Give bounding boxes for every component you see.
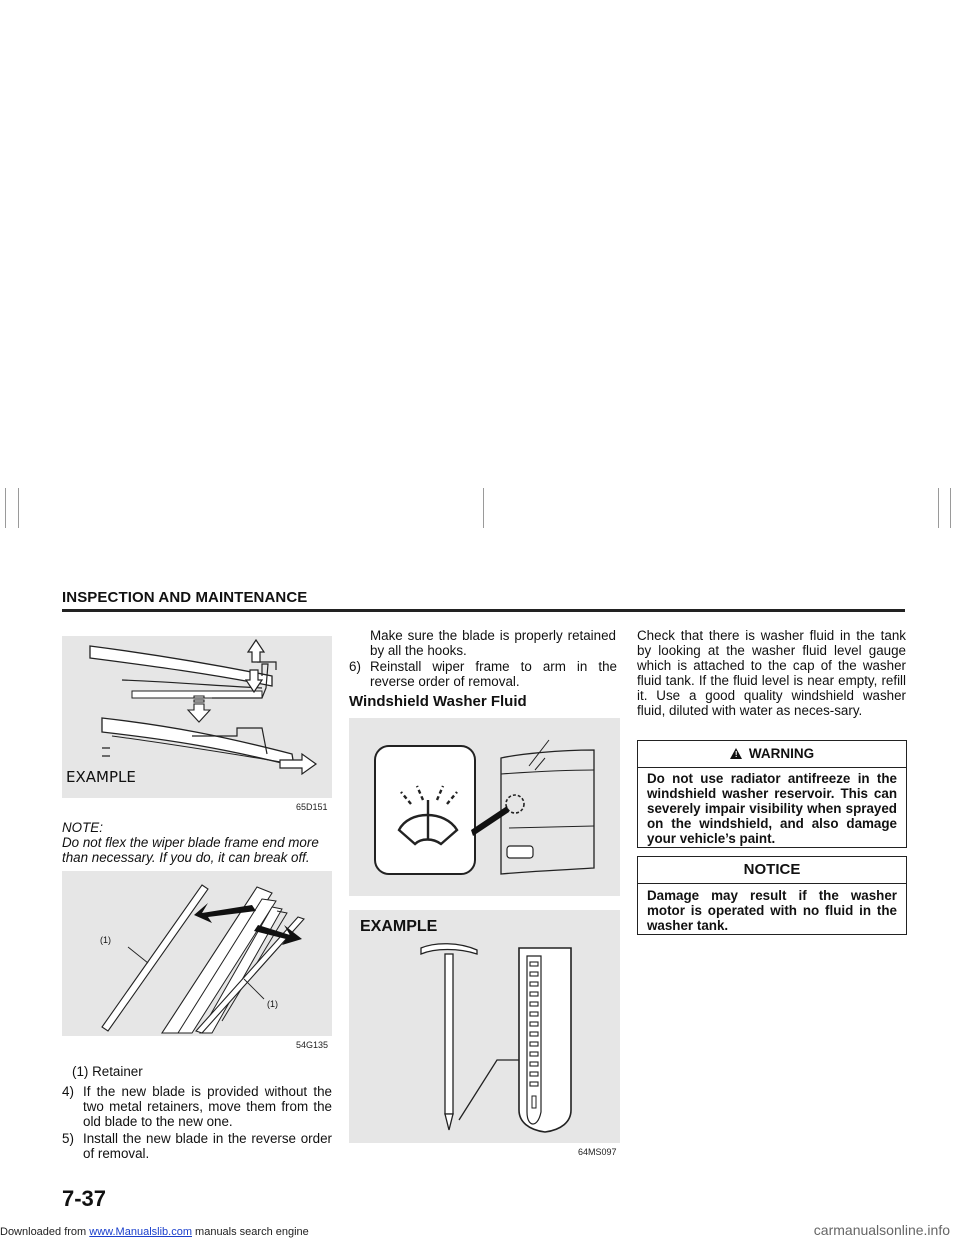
manualslib-link[interactable]: www.Manualslib.com — [89, 1226, 192, 1238]
note-label: NOTE: — [62, 820, 103, 835]
crop-mark-left-inner — [18, 488, 19, 528]
step-number: 5) — [62, 1131, 74, 1146]
footer-prefix: Downloaded from — [0, 1226, 90, 1238]
callout-retainer-upper: (1) — [100, 935, 111, 945]
step-6 — [349, 659, 617, 691]
warning-header — [638, 741, 906, 768]
watermark: carmanualsonline.info — [813, 1222, 950, 1238]
step-5 — [62, 1131, 332, 1163]
figure-fluid-level-gauge — [349, 910, 620, 1143]
notice-body: Damage may result if the washer motor is operated with no fluid in the washer tank. — [647, 888, 897, 933]
step-text: Install the new blade in the reverse order of removal. — [83, 1131, 332, 1161]
step-4 — [62, 1084, 332, 1130]
continued-text: Make sure the blade is properly retained by all the hooks. — [370, 628, 616, 658]
crop-mark-right-inner — [938, 488, 939, 528]
crop-mark-center — [483, 488, 484, 528]
section-header-title: INSPECTION AND MAINTENANCE — [62, 589, 308, 606]
figure-code-64ms097: 64MS097 — [578, 1147, 617, 1157]
figure-code-54g135: 54G135 — [296, 1040, 329, 1050]
step-text: If the new blade is provided without the two metal retainers, move them from the old blade to the new one. — [83, 1084, 332, 1129]
warning-title: WARNING — [748, 746, 815, 761]
warning-icon: ! — [730, 748, 742, 759]
step-text: Reinstall wiper frame to arm in the reverse order of removal. — [370, 659, 617, 689]
figure-washer-reservoir — [349, 718, 620, 896]
legend-retainer: (1) Retainer — [72, 1064, 143, 1079]
notice-header: NOTICE — [638, 857, 906, 884]
figure-wiper-blade-removal — [62, 636, 332, 798]
callout-retainer-lower: (1) — [267, 999, 278, 1009]
notice-box — [637, 856, 907, 935]
crop-mark-left — [5, 488, 6, 528]
page-number: 7-37 — [62, 1186, 107, 1211]
warning-body: Do not use radiator antifreeze in the windshield washer reservoir. This can severely impair visibility when sprayed on the windshield, and also damage your vehicle’s paint. — [647, 771, 897, 846]
figure-retainer — [62, 871, 332, 1036]
figure-label-example: EXAMPLE — [360, 918, 438, 935]
crop-mark-right — [950, 488, 951, 528]
figure-code-65d151: 65D151 — [296, 802, 328, 812]
figure-label-example: EXAMPLE — [66, 768, 136, 786]
step-number: 4) — [62, 1084, 74, 1099]
section-heading-washer-fluid: Windshield Washer Fluid — [349, 693, 527, 710]
footer-download-note — [0, 1226, 309, 1238]
footer-suffix: manuals search engine — [191, 1226, 309, 1238]
washer-fluid-body: Check that there is washer fluid in the tank by looking at the washer fluid level gauge which is attached to the cap of the washer fluid tank. If the fluid level is near empty, refill it. Use a good quality windshield washer fluid, diluted with water as neces-sary. — [637, 628, 906, 718]
header-rule — [62, 609, 905, 612]
warning-box — [637, 740, 907, 848]
step-number: 6) — [349, 659, 361, 674]
note-body: Do not flex the wiper blade frame end more than necessary. If you do, it can break off. — [62, 835, 319, 865]
